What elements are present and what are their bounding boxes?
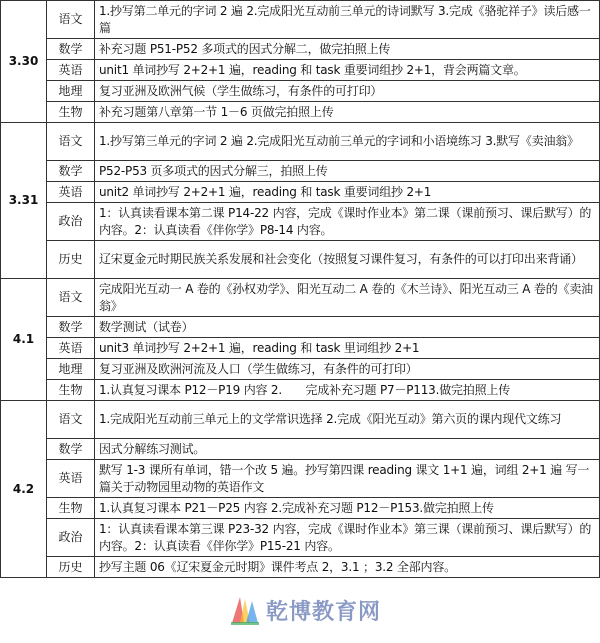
subject-cell: 语文 <box>47 279 95 317</box>
watermark-text: 乾博教育网 <box>266 599 382 625</box>
table-row <box>1 317 600 338</box>
table-row <box>1 1 600 39</box>
task-cell: 完成阳光互动一 A 卷的《孙权劝学》、阳光互动二 A 卷的《木兰诗》、阳光互动三 A 卷的《卖油翁》 <box>95 279 600 317</box>
table-row <box>1 460 600 498</box>
task-cell: 1.认真复习课本 P21－P25 内容 2.完成补充习题 P12－P153.做完拍照上传 <box>95 498 600 519</box>
subject-cell: 政治 <box>47 519 95 557</box>
subject-cell: 地理 <box>47 81 95 102</box>
task-cell: unit1 单词抄写 2+2+1 遍，reading 和 task 重要词组抄 2+1，背会两篇文章。 <box>95 60 600 81</box>
table-row <box>1 338 600 359</box>
subject-cell: 数学 <box>47 161 95 182</box>
subject-cell: 生物 <box>47 380 95 401</box>
subject-cell: 历史 <box>47 241 95 279</box>
subject-cell: 生物 <box>47 498 95 519</box>
task-cell: 1.抄写第二单元的字词 2 遍 2.完成阳光互动前三单元的诗词默写 3.完成《骆驼祥子》读后感一篇 <box>95 1 600 39</box>
task-cell: 抄写主题 06《辽宋夏金元时期》课件考点 2，3.1 ；3.2 全部内容。 <box>95 557 600 578</box>
task-cell: 补充习题第八章第一节 1－6 页做完拍照上传 <box>95 102 600 123</box>
date-cell: 4.1 <box>1 279 47 401</box>
task-cell: P52-P53 页多项式的因式分解三，拍照上传 <box>95 161 600 182</box>
subject-cell: 历史 <box>47 557 95 578</box>
table-row <box>1 359 600 380</box>
subject-cell: 数学 <box>47 317 95 338</box>
table-row <box>1 81 600 102</box>
task-cell: 复习亚洲及欧洲气候（学生做练习，有条件的可打印） <box>95 81 600 102</box>
task-cell: 默写 1-3 课所有单词，错一个改 5 遍。抄写第四课 reading 课文 1+1 遍，词组 2+1 遍 写一篇关于动物园里动物的英语作文 <box>95 460 600 498</box>
subject-cell: 英语 <box>47 460 95 498</box>
task-cell: 复习亚洲及欧洲河流及人口（学生做练习，有条件的可打印） <box>95 359 600 380</box>
subject-cell: 英语 <box>47 60 95 81</box>
table-row <box>1 498 600 519</box>
table-row <box>1 39 600 60</box>
task-cell: 1：认真读看课本第二课 P14-22 内容，完成《课时作业本》第二课（课前预习、课后默写）的内容。2：认真读看《伴你学》P8-14 内容。 <box>95 203 600 241</box>
table-row <box>1 401 600 439</box>
task-cell: 1.完成阳光互动前三单元上的文学常识选择 2.完成《阳光互动》第六页的课内现代文练习 <box>95 401 600 439</box>
date-cell: 3.31 <box>1 123 47 279</box>
subject-cell: 数学 <box>47 439 95 460</box>
subject-cell: 生物 <box>47 102 95 123</box>
colorful-pencil-logo-icon <box>228 593 262 627</box>
task-cell: 1：认真读看课本第三课 P23-32 内容，完成《课时作业本》第三课（课前预习、课后默写）的内容。2：认真读看《伴你学》P15-21 内容。 <box>95 519 600 557</box>
task-cell: 数学测试（试卷） <box>95 317 600 338</box>
table-row <box>1 380 600 401</box>
subject-cell: 英语 <box>47 182 95 203</box>
subject-cell: 语文 <box>47 123 95 161</box>
table-row <box>1 123 600 161</box>
task-cell: 辽宋夏金元时期民族关系发展和社会变化（按照复习课件复习，有条件的可以打印出来背诵） <box>95 241 600 279</box>
subject-cell: 地理 <box>47 359 95 380</box>
table-row <box>1 279 600 317</box>
task-cell: 因式分解练习测试。 <box>95 439 600 460</box>
subject-cell: 语文 <box>47 1 95 39</box>
table-row <box>1 439 600 460</box>
subject-cell: 英语 <box>47 338 95 359</box>
date-cell: 4.2 <box>1 401 47 578</box>
site-watermark <box>228 593 381 627</box>
task-cell: unit3 单词抄写 2+2+1 遍，reading 和 task 里词组抄 2+1 <box>95 338 600 359</box>
task-cell: 1.认真复习课本 P12－P19 内容 2. 完成补充习题 P7－P113.做完拍照上传 <box>95 380 600 401</box>
table-row <box>1 60 600 81</box>
task-cell: 补充习题 P51-P52 多项式的因式分解二，做完拍照上传 <box>95 39 600 60</box>
table-row <box>1 161 600 182</box>
table-row <box>1 557 600 578</box>
date-cell: 3.30 <box>1 1 47 123</box>
table-row <box>1 102 600 123</box>
task-cell: 1.抄写第三单元的字词 2 遍 2.完成阳光互动前三单元的字词和小语境练习 3.默写《卖油翁》 <box>95 123 600 161</box>
table-row <box>1 182 600 203</box>
subject-cell: 政治 <box>47 203 95 241</box>
table-row <box>1 203 600 241</box>
subject-cell: 数学 <box>47 39 95 60</box>
table-row <box>1 519 600 557</box>
table-row <box>1 241 600 279</box>
subject-cell: 语文 <box>47 401 95 439</box>
task-cell: unit2 单词抄写 2+2+1 遍，reading 和 task 重要词组抄 2+1 <box>95 182 600 203</box>
